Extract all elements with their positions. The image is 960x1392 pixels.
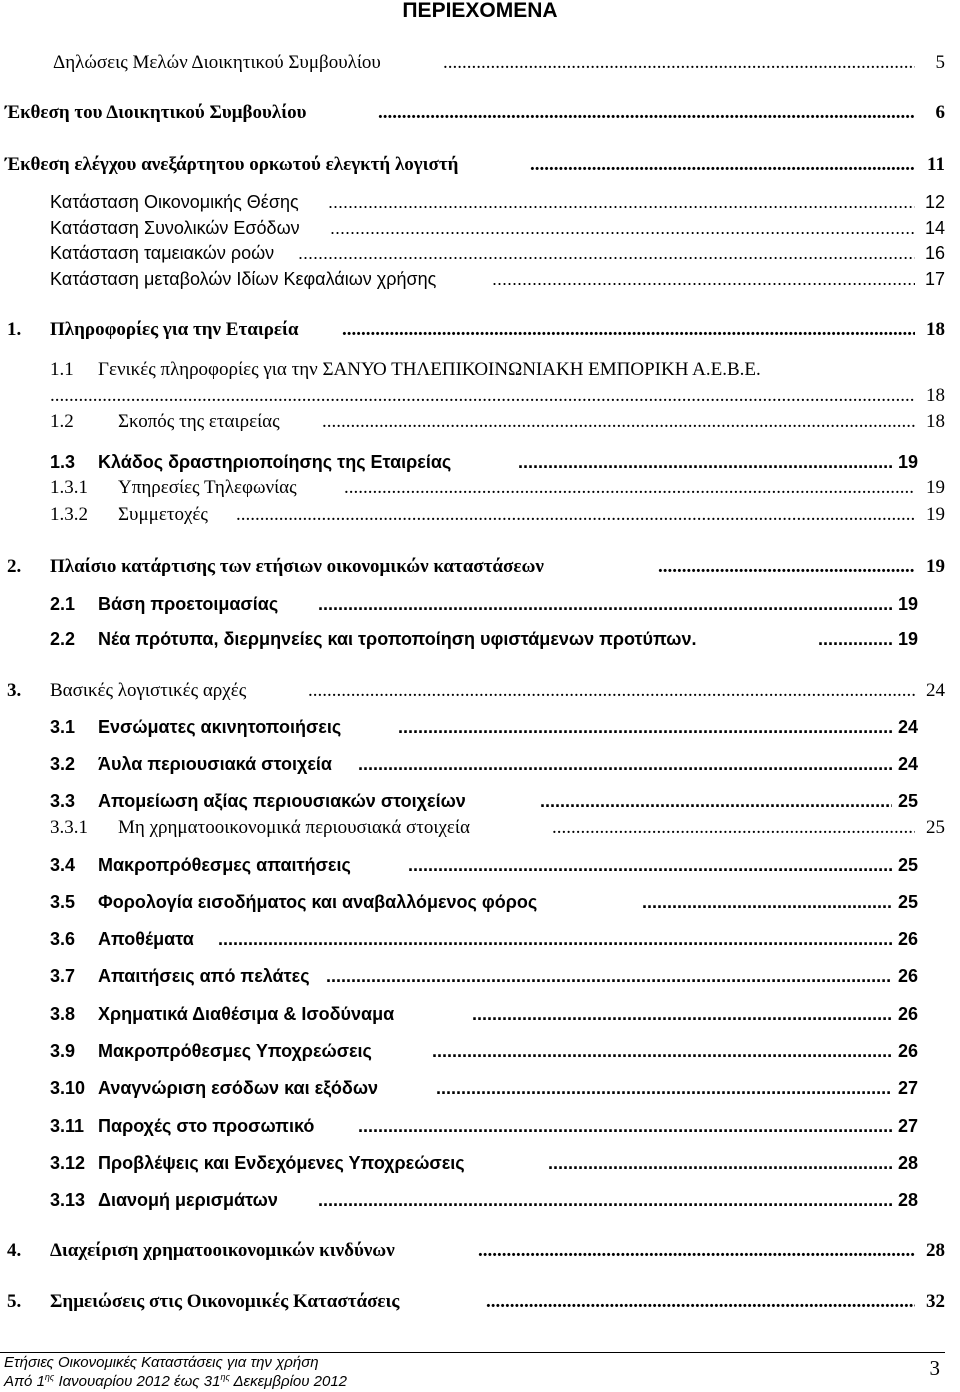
toc-entry-number: 2. [7,556,22,577]
toc-entry[interactable] [0,1004,960,1030]
toc-entry-page: 28 [897,1190,918,1210]
toc-entry-text: Σημειώσεις στις Οικονομικές Καταστάσεις [50,1291,400,1312]
toc-entry-text: Κλάδος δραστηριοποίησης της Εταιρείας [98,452,452,472]
toc-leader [552,817,915,839]
toc-entry-page: 26 [897,1041,918,1061]
toc-entry[interactable] [0,359,960,406]
toc-entry-text: Μακροπρόθεσμες Υποχρεώσεις [98,1041,372,1061]
toc-entry-number: 3.9 [50,1041,76,1061]
toc-entry-number: 1.1 [50,359,74,380]
toc-entry[interactable] [0,269,960,295]
toc-entry[interactable] [0,102,960,128]
toc-leader [642,892,892,913]
toc-leader [326,966,892,987]
toc-entry[interactable] [0,754,960,780]
toc-entry[interactable] [0,192,960,218]
toc-leader [358,1116,892,1137]
toc-entry-page: 26 [897,1004,918,1024]
toc-entry-text: Νέα πρότυπα, διερμηνείες και τροποποίηση υφιστάμενων προτύπων. [98,629,697,649]
toc-entry-number: 1. [7,319,22,340]
toc-leader [818,629,892,650]
toc-entry-number: 3.3 [50,791,76,811]
toc-entry-page: 18 [926,385,945,406]
toc-entry[interactable] [0,411,960,437]
toc-entry-number: 3.8 [50,1004,76,1024]
toc-entry-text: Πλαίσιο κατάρτισης των ετήσιων οικονομικών καταστάσεων [50,556,544,577]
toc-entry-page: 28 [926,1240,945,1261]
toc-leader [318,1190,892,1211]
toc-entry-number: 1.2 [50,411,74,432]
toc-entry-page: 18 [926,319,945,340]
toc-leader [308,680,915,702]
toc-leader [378,102,915,124]
toc-leader [472,1004,892,1025]
toc-entry-number: 1.3 [50,452,76,472]
toc-entry-text: Ενσώματες ακινητοποιήσεις [98,717,342,737]
toc-entry-page: 25 [897,892,918,912]
toc-leader [436,1078,892,1099]
toc-entry-page: 24 [897,717,918,737]
toc-entry-number: 4. [7,1240,22,1261]
toc-entry-text: Δηλώσεις Μελών Διοικητικού Συμβουλίου [53,52,381,73]
toc-entry[interactable] [0,452,960,478]
toc-entry[interactable] [0,52,960,78]
toc-entry[interactable] [0,594,960,620]
toc-entry[interactable] [0,1078,960,1104]
toc-leader [330,218,915,239]
toc-entry-number: 3.11 [50,1116,85,1136]
toc-entry-text: Πληροφορίες για την Εταιρεία [50,319,299,340]
toc-entry[interactable] [0,319,960,345]
toc-entry-number: 5. [7,1291,22,1312]
toc-entry[interactable] [0,966,960,992]
toc-entry-number: 2.1 [50,594,76,614]
page-title: ΠΕΡΙΕΧΟΜΕΝΑ [402,0,558,22]
toc-entry-page: 32 [926,1291,945,1312]
toc-entry-page: 6 [935,102,945,123]
toc-entry-text: Έκθεση του Διοικητικού Συμβουλίου [5,102,307,123]
toc-entry-number: 3.5 [50,892,76,912]
page-number: 3 [929,1356,940,1380]
toc-entry-page: 27 [897,1116,918,1136]
toc-entry-number: 3.13 [50,1190,86,1210]
toc-entry-page: 18 [926,411,945,432]
toc-leader [530,154,915,176]
toc-entry-page: 26 [897,966,918,986]
toc-entry-page: 25 [897,855,918,875]
toc-leader [298,243,915,264]
toc-leader [492,269,915,290]
toc-entry[interactable] [0,218,960,244]
toc-entry-page: 24 [926,680,945,701]
toc-leader [398,717,892,738]
toc-entry-page: 28 [897,1153,918,1173]
toc-entry[interactable] [0,629,960,655]
toc-entry-text: Μακροπρόθεσμες απαιτήσεις [98,855,351,875]
toc-leader [328,192,915,213]
footer-line-1: Ετήσιες Οικονομικές Καταστάσεις για την χρήση [4,1354,319,1371]
toc-leader [236,504,915,526]
toc-leader [318,594,892,615]
toc-entry[interactable] [0,791,960,817]
toc-entry-text: Υπηρεσίες Τηλεφωνίας [118,477,297,498]
toc-entry[interactable] [0,556,960,582]
toc-entry[interactable] [0,817,960,843]
toc-entry-text: Μη χρηματοοικονομικά περιουσιακά στοιχεία [118,817,470,838]
toc-entry-text: Κατάσταση μεταβολών Ιδίων Κεφαλάιων χρήσης [50,269,437,289]
toc-entry-text: Σκοπός της εταιρείας [118,411,280,432]
toc-entry-text: Συμμετοχές [118,504,208,525]
toc-leader [358,754,892,775]
toc-entry-text: Παροχές στο προσωπικό [98,1116,315,1136]
toc-entry-page: 19 [926,556,945,577]
toc-entry-page: 19 [926,504,945,525]
toc-entry-page: 19 [897,452,918,472]
toc-entry-number: 3.12 [50,1153,86,1173]
toc-entry-text: Κατάσταση Συνολικών Εσόδων [50,218,300,238]
toc-entry-number: 3.1 [50,717,76,737]
toc-entry[interactable] [0,1116,960,1142]
toc-entry-text: Προβλέψεις και Ενδεχόμενες Υποχρεώσεις [98,1153,465,1173]
toc-entry-text: Διαχείριση χρηματοοικονομικών κινδύνων [50,1240,395,1261]
toc-entry-text: Γενικές πληροφορίες για την ΣΑΝΥΟ ΤΗΛΕΠΙΚΟΙΝΩΝΙΑΚΗ ΕΜΠΟΡΙΚΗ Α.Ε.Β.Ε. [98,359,761,380]
toc-entry[interactable] [0,680,960,706]
toc-entry-page: 19 [926,477,945,498]
toc-entry[interactable] [0,855,960,881]
toc-leader [443,52,915,74]
toc-entry-page: 19 [897,594,918,614]
toc-entry-number: 3.4 [50,855,76,875]
toc-entry-number: 3.10 [50,1078,86,1098]
toc-entry-page: 24 [897,754,918,774]
toc-entry-text: Κατάσταση ταμειακών ροών [50,243,275,263]
toc-entry-number: 3.6 [50,929,76,949]
toc-entry-number: 1.3.1 [50,477,88,498]
toc-entry-text: Απαιτήσεις από πελάτες [98,966,310,986]
toc-entry-page: 16 [924,243,945,263]
toc-entry-page: 5 [935,52,945,73]
toc-entry[interactable] [0,717,960,743]
toc-entry-number: 1.3.2 [50,504,88,525]
toc-leader [548,1153,892,1174]
toc-entry[interactable] [0,1291,960,1317]
toc-leader [658,556,915,578]
toc-entry-text: Χρηματικά Διαθέσιμα & Ισοδύναμα [98,1004,395,1024]
toc-entry-number: 2.2 [50,629,76,649]
toc-entry-text: Διανομή μερισμάτων [98,1190,278,1210]
toc-entry[interactable] [0,892,960,918]
toc-entry[interactable] [0,1041,960,1067]
toc-entry-number: 3.7 [50,966,76,986]
toc-leader [342,319,915,341]
toc-entry[interactable] [0,1153,960,1179]
toc-entry-number: 3.3.1 [50,817,88,838]
toc-entry-text: Έκθεση ελέγχου ανεξάρτητου ορκωτού ελεγκτή λογιστή [5,154,459,175]
toc-entry[interactable] [0,1240,960,1266]
footer-divider [0,1352,945,1353]
toc-entry-text: Αποθέματα [98,929,194,949]
toc-leader [218,929,892,950]
toc-leader [408,855,892,876]
toc-entry-page: 25 [926,817,945,838]
toc-entry[interactable] [0,243,960,269]
toc-entry[interactable] [0,929,960,955]
toc-entry-page: 19 [897,629,918,649]
toc-leader [518,452,892,473]
toc-entry-text: Βάση προετοιμασίας [98,594,279,614]
toc-entry-page: 17 [924,269,945,289]
toc-entry-page: 27 [897,1078,918,1098]
toc-leader [50,385,915,407]
toc-entry-page: 25 [897,791,918,811]
toc-entry[interactable] [0,477,960,503]
toc-entry-text: Φορολογία εισοδήματος και αναβαλλόμενος φόρος [98,892,538,912]
toc-leader [540,791,892,812]
toc-entry-number: 3.2 [50,754,76,774]
toc-entry-text: Βασικές λογιστικές αρχές [50,680,247,701]
toc-leader [486,1291,915,1313]
toc-entry-number: 3. [7,680,22,701]
toc-entry[interactable] [0,504,960,530]
toc-entry-text: Απομείωση αξίας περιουσιακών στοιχείων [98,791,466,811]
toc-entry-text: Αναγνώριση εσόδων και εξόδων [98,1078,379,1098]
toc-entry[interactable] [0,1190,960,1216]
toc-leader [344,477,915,499]
toc-entry[interactable] [0,154,960,180]
toc-entry-page: 11 [927,154,945,175]
toc-leader [432,1041,892,1062]
toc-entry-page: 14 [924,218,945,238]
toc-entry-text: Κατάσταση Οικονομικής Θέσης [50,192,299,212]
toc-leader [478,1240,915,1262]
toc-entry-text: Άυλα περιουσιακά στοιχεία [98,754,332,774]
toc-leader [322,411,915,433]
toc-entry-page: 26 [897,929,918,949]
toc-entry-page: 12 [924,192,945,212]
footer-line-2: Από $1^{\eta\varsigma}$ Ιανουαρίου 2012 έως $31^{\eta\varsigma}$ Δεκεμβρίου 2012 [4,1372,348,1390]
